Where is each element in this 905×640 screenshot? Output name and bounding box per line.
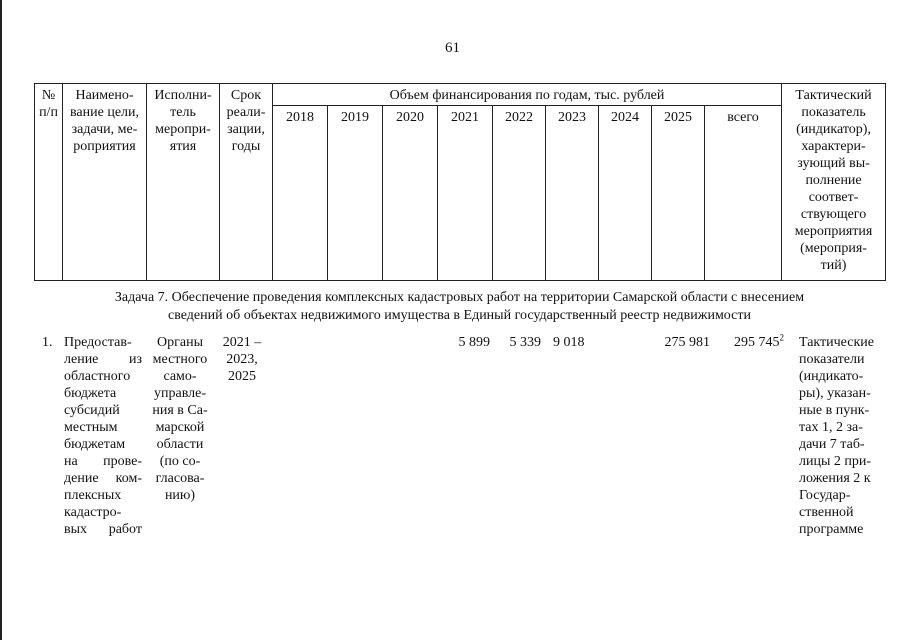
row-indicator: Тактические показатели (индикато- ры), указан- ные в пунк- тах 1, 2 за- дачи 7 таб- лицы 2 при- ложения 2 к Государ- ственной программе <box>799 335 874 537</box>
header-year-2022: 2022 <box>493 106 546 281</box>
task-title-line-1: Задача 7. Обеспечение проведения комплексных кадастровых работ на территории Самарской области с внесением <box>114 290 805 305</box>
header-total: всего <box>705 106 782 281</box>
header-year-2018: 2018 <box>273 106 328 281</box>
value-total-number: 295 745 <box>734 335 780 350</box>
row-number: 1. <box>42 335 53 350</box>
row-name: Предостав- ление из областного бюджета субсидий местным бюджетам на прове- дение ком- плексных кадастро- вых работ <box>64 335 142 537</box>
value-2021: 5 899 <box>458 335 490 350</box>
value-total <box>716 334 784 351</box>
header-year-2020: 2020 <box>383 106 438 281</box>
page-left-border <box>0 0 2 640</box>
header-funding: Объем финансирования по годам, тыс. рублей <box>273 84 782 106</box>
header-year-2021: 2021 <box>438 106 493 281</box>
header-year-2019: 2019 <box>328 106 383 281</box>
header-year-2023: 2023 <box>546 106 599 281</box>
row-executor: Органы местного само- управле- ния в Са- марской области (по со- гласова- нию) <box>152 335 208 503</box>
header-year-2025: 2025 <box>652 106 705 281</box>
header-name: Наимено- вание цели, задачи, ме- роприятия <box>63 84 147 281</box>
value-2023: 9 018 <box>553 335 585 350</box>
header-indicator: Тактический показатель (индикатор), характери- зующий вы- полнение соответ- ствующего мероприятия (мероприя- тий) <box>782 84 886 281</box>
row-term: 2021 – 2023, 2025 <box>222 335 262 384</box>
total-footnote-mark: 2 <box>779 332 784 343</box>
header-num: № п/п <box>35 84 63 281</box>
task-title-line-2: сведений об объектах недвижимого имущества в Единый государственный реестр недвижимости <box>168 308 751 323</box>
page-number: 61 <box>445 40 460 56</box>
task-title <box>34 289 885 325</box>
header-term: Срок реали- зации, годы <box>220 84 273 281</box>
header-executor: Исполни- тель меропри- ятия <box>147 84 220 281</box>
header-table <box>34 83 886 281</box>
header-year-2024: 2024 <box>599 106 652 281</box>
value-2022: 5 339 <box>509 335 541 350</box>
value-2025: 275 981 <box>664 335 710 350</box>
